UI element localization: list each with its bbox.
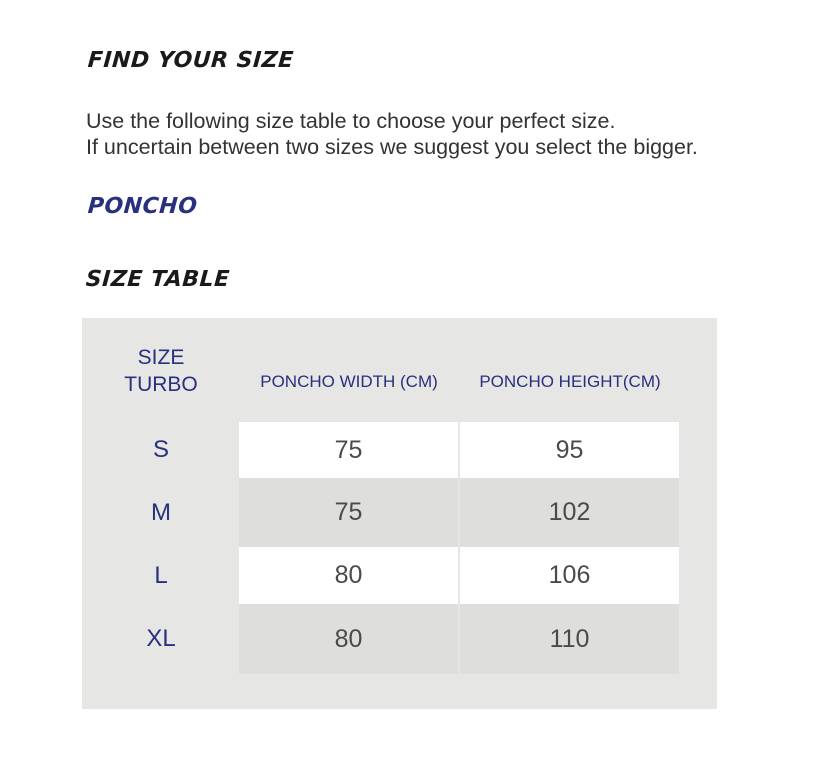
size-column-header [82,344,240,398]
page-title: FIND YOUR SIZE [87,48,295,73]
width-cell: 80 [239,547,458,604]
size-cell: M [151,498,171,526]
intro-line-1: Use the following size table to choose your perfect size. [86,109,616,133]
table-row-s [82,422,717,478]
intro-text [86,108,698,160]
size-header-line-2: TURBO [124,373,198,396]
height-cell: 95 [460,422,679,478]
width-cell: 80 [239,604,458,674]
height-cell: 102 [460,478,679,547]
size-table-title: SIZE TABLE [85,267,231,292]
product-name: PONCHO [87,194,199,219]
size-header-line-1: SIZE [137,346,185,369]
size-cell: L [154,561,168,589]
height-cell: 110 [460,604,679,674]
width-cell: 75 [239,478,458,547]
size-cell: S [152,436,169,463]
size-cell: XL [146,625,176,652]
table-row-m [82,478,717,547]
height-cell: 106 [460,547,679,604]
table-row-l [82,547,717,604]
height-column-header: PONCHO HEIGHT(CM) [479,372,661,391]
intro-line-2: If uncertain between two sizes we suggest you select the bigger. [86,135,698,159]
width-column-header: PONCHO WIDTH (CM) [260,372,438,391]
table-row-xl [82,604,717,674]
size-table [82,318,717,709]
width-cell: 75 [239,422,458,478]
